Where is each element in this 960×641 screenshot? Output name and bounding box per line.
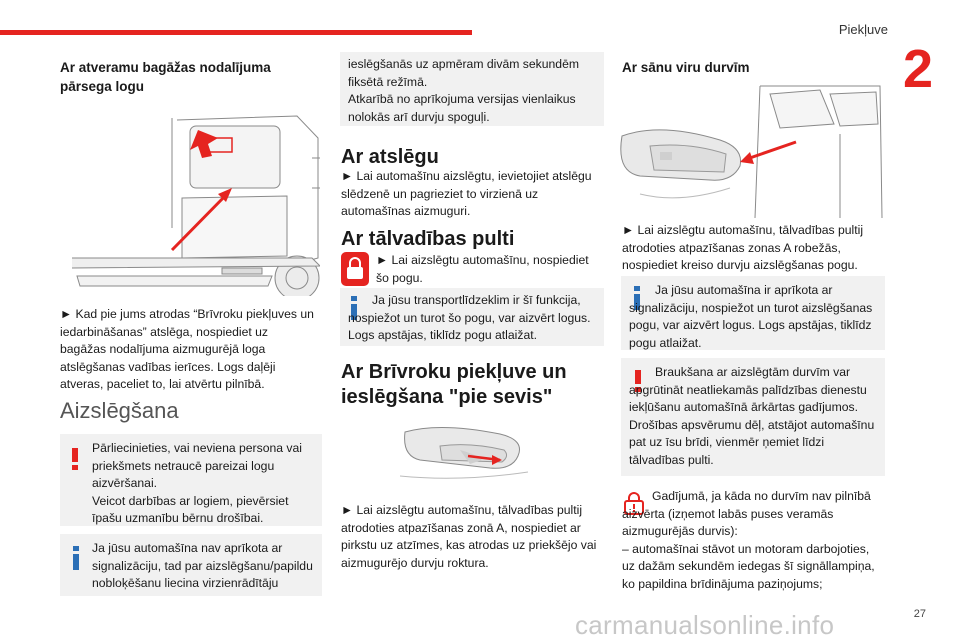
watermark: carmanualsonline.info — [575, 610, 835, 640]
heading-handsfree: Ar Brīvroku piekļuve un ieslēgšana "pie sevis" — [341, 361, 567, 408]
info-box-continued — [340, 52, 604, 126]
heading-remote: Ar tālvadības pulti — [341, 228, 515, 250]
para-sliding-doors: ► Lai aizslēgtu automašīnu, tālvadības pultij atrodoties atpazīšanas zonas A robežās, nospiediet kreiso durvju aizslēgšanas pogu. — [622, 223, 864, 272]
warning-icon — [70, 448, 80, 475]
note-door-open: Gadījumā, ja kāda no durvīm nav pilnībā aizvērta (izņemot labās puses veramās aizmugurējās durvis): – automašīnai stāvot un motoram darbojoties, uz dažām sekundēm iedegas šī signāllampiņa, ko papildina brīdinājuma paziņojums; — [622, 489, 875, 591]
heading-with-key: Ar atslēgu — [341, 146, 439, 168]
padlock-button-icon — [341, 252, 369, 291]
info-text-continued: ieslēgšanās uz apmēram divām sekundēm fiksētā režīmā. Atkarībā no aprīkojuma versijas vienlaikus nolokās arī durvju spoguļi. — [348, 57, 579, 124]
tailgate-illustration — [72, 108, 320, 296]
para-tailgate: ► Kad pie jums atrodas “Brīvroku piekļuves un iedarbināšanas” atslēga, nospiediet uz bagāžas nodalījuma aizmugurējā loga atslēgšanas vadības ierīces. Logs daļēji atveras, paceliet to, lai atvērtu pilnībā. — [60, 307, 314, 391]
info-box-remote — [340, 288, 604, 346]
section-title-locking: Aizslēgšana — [60, 398, 179, 423]
chapter-number: 2 — [903, 39, 934, 99]
warning-text-locked-driving: Braukšana ar aizslēgtām durvīm var apgrūtināt neatliekamās palīdzības dienestu iekļūšanu automašīnā ārkārtas gadījumos. Drošības apsvērumu dēļ, atstājot automašīnu pat uz īsu brīdi, vienmēr ņemiet līdzi tālvadības pulti. — [629, 365, 875, 467]
heading-sliding-doors: Ar sānu viru durvīm — [622, 60, 750, 75]
para-handsfree: ► Lai aizslēgtu automašīnu, tālvadības pultij atrodoties atpazīšanas zonā A, nospiediet ar pirkstu uz atzīmes, kas atrodas uz priekšējo vai aizmugurējo durvju roktura. — [341, 503, 597, 570]
warning-box-locked-driving — [621, 358, 885, 476]
heading-tailgate-window: Ar atveramu bagāžas nodalījuma pārsega logu — [60, 60, 271, 94]
para-remote: ► Lai aizslēgtu automašīnu, nospiediet šo pogu. — [376, 253, 589, 285]
para-with-key: ► Lai automašīnu aizslēgtu, ievietojiet atslēgu slēdzenē un pagrieziet to virzienā uz automašīnas aizmuguri. — [341, 169, 592, 218]
header-accent-bar — [0, 30, 472, 35]
info-text-remote: Ja jūsu transportlīdzeklim ir šī funkcija, nospiežot un turot šo pogu, var aizvērt logus. Logs apstājas, tiklīdz pogu atlaižat. — [348, 293, 591, 342]
warning-box-windows — [60, 434, 322, 526]
info-icon — [72, 546, 80, 575]
section-name: Piekļuve — [838, 22, 888, 37]
info-text-alarm: Ja jūsu automašīna nav aprīkota ar signalizāciju, tad par aizslēgšanu/papildu nobloķēšanu liecina virzienrādītāju — [92, 541, 313, 590]
info-box-sliding — [621, 276, 885, 350]
sliding-door-illustration — [620, 84, 884, 218]
info-text-sliding: Ja jūsu automašīna ir aprīkota ar signalizāciju, nospiežot un turot aizslēgšanas pogu, var aizvērt logus. Logs apstājas, tiklīdz pogu atlaižat. — [629, 283, 873, 350]
page-number: 27 — [913, 608, 926, 620]
warning-text-windows: Pārliecinieties, vai neviena persona vai priekšmets netraucē pareizai logu aizvēršanai. Veicot darbības ar logiem, pievērsiet īpašu uzmanību bērnu drošībai. — [92, 441, 303, 525]
info-box-alarm — [60, 534, 322, 596]
door-handle-illustration — [400, 420, 530, 486]
